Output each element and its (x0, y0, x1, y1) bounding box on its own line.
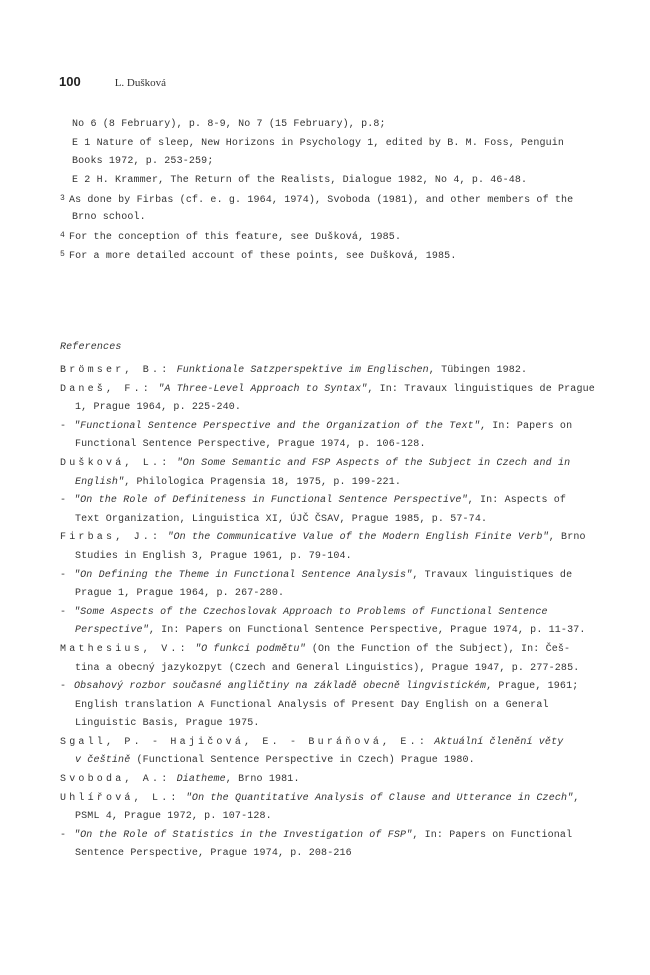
reference-details: Linguistic Basis, Prague 1975. (75, 718, 260, 730)
reference-entry (60, 418, 595, 455)
reference-details: Prague 1, Prague 1964, p. 267-280. (75, 588, 285, 600)
reference-details: Studies in English 3, Prague 1961, p. 79-104. (75, 550, 352, 562)
ditto-dash: - (60, 829, 67, 841)
reference-title: Aktuální členění věty (434, 736, 564, 748)
reference-details: , Prague, 1961; (486, 681, 579, 693)
reference-title: Perspective" (75, 625, 149, 637)
reference-entry (60, 381, 595, 418)
reference-details: Functional Sentence Perspective, Prague 1974, p. 106-128. (75, 439, 426, 451)
reference-title: "On the Role of Definiteness in Functional Sentence Perspective" (74, 495, 468, 507)
footnote-line (60, 135, 600, 154)
footnote-text: For the conception of this feature, see Dušková, 1985. (68, 232, 402, 243)
footnote-text: E 2 H. Krammer, The Return of the Realists, Dialogue 1982, No 4, p. 46-48. (72, 174, 528, 186)
footnote-marker: 3 (60, 194, 65, 203)
footnote-line (60, 227, 600, 246)
reference-author: Sgall, P. - Hajičová, E. - Buráňová, E.: (60, 736, 429, 748)
ditto-dash: - (60, 495, 67, 507)
reference-title: v češtině (75, 755, 131, 767)
reference-details: , Tübingen 1982. (428, 365, 528, 376)
reference-details: , Travaux linguistiques de (412, 569, 573, 581)
reference-title: Obsahový rozbor současné angličtiny na základě obecně lingvistickém (74, 681, 487, 693)
reference-title: "On the Role of Statistics in the Investigation of FSP" (74, 829, 413, 841)
reference-details: , In: Travaux linguistiques de Prague (367, 383, 595, 395)
references-heading: References (60, 342, 122, 353)
reference-entry (60, 567, 595, 604)
footnote-line (60, 172, 600, 191)
reference-title: Diatheme (176, 774, 226, 786)
reference-entry (60, 492, 595, 529)
reference-author: Uhlířová, L.: (60, 792, 180, 804)
reference-entry (60, 641, 595, 678)
reference-author: Daneš, F.: (60, 383, 153, 395)
footnote-line (60, 116, 600, 135)
reference-details: Sentence Perspective, Prague 1974, p. 208-216 (75, 848, 352, 859)
reference-entry (60, 771, 595, 790)
reference-title: "Some Aspects of the Czechoslovak Approach to Problems of Functional Sentence (74, 606, 548, 618)
footnote-marker: 5 (60, 249, 65, 259)
reference-author: Dušková, L.: (60, 457, 171, 469)
reference-entry (60, 455, 595, 492)
reference-details: tina a obecný jazykozpyt (Czech and General Linguistics), Prague 1947, p. 277-285. (75, 662, 580, 674)
page-header (59, 74, 166, 89)
footnote-marker: 4 (60, 231, 65, 240)
reference-details: , In: Aspects of (467, 495, 567, 507)
ditto-dash: - (60, 681, 67, 693)
footnote-text: As done by Firbas (cf. e. g. 1964, 1974), Svoboda (1981), and other members of the (68, 195, 574, 206)
ditto-dash: - (60, 569, 67, 581)
reference-title: "On Defining the Theme in Functional Sentence Analysis" (74, 569, 413, 581)
running-head: L. Dušková (114, 77, 167, 89)
references-list (60, 362, 595, 859)
reference-author: Mathesius, V.: (60, 643, 189, 655)
reference-title: "O funkci podmětu" (194, 643, 306, 655)
reference-details: 1, Prague 1964, p. 225-240. (75, 402, 242, 414)
reference-entry (60, 604, 595, 641)
reference-title: English" (75, 476, 125, 488)
reference-title: "On the Communicative Value of the Modern English Finite Verb" (167, 532, 549, 544)
footnote-text: No 6 (8 February), p. 8-9, No 7 (15 February), p.8; (72, 119, 386, 130)
reference-author: Svoboda, A.: (60, 774, 171, 786)
reference-entry (60, 362, 595, 381)
reference-entry (60, 790, 595, 827)
page-number: 100 (59, 74, 81, 89)
footnote-line (60, 209, 600, 228)
reference-title: Funktionale Satzperspektive im Englischen (176, 365, 429, 376)
reference-details: PSML 4, Prague 1972, p. 107-128. (75, 811, 272, 823)
reference-details: , Brno (548, 532, 586, 544)
reference-details: , (573, 792, 580, 804)
ditto-dash: - (60, 420, 67, 432)
reference-title: "On Some Semantic and FSP Aspects of the Subject in Czech and in (176, 457, 571, 469)
footnote-line (60, 153, 600, 172)
reference-entry (60, 827, 595, 859)
reference-author: Firbas, J.: (60, 532, 162, 544)
reference-details: English translation A Functional Analysis of Present Day English on a General (75, 699, 549, 711)
footnote-text: For a more detailed account of these points, see Dušková, 1985. (68, 250, 457, 262)
reference-details: , Brno 1981. (225, 774, 300, 786)
ditto-dash: - (60, 606, 67, 618)
reference-title: "Functional Sentence Perspective and the Organization of the Text" (74, 420, 480, 432)
reference-title: "A Three-Level Approach to Syntax" (158, 383, 368, 395)
reference-details: , In: Papers on Functional (412, 829, 573, 841)
reference-entry (60, 529, 595, 566)
reference-title: "On the Quantitative Analysis of Clause and Utterance in Czech" (185, 792, 574, 804)
reference-details: (On the Function of the Subject), In: Češ- (305, 643, 571, 655)
reference-details: Text Organization, Linguistica XI, ÚJČ ČSAV, Prague 1985, p. 57-74. (75, 513, 488, 525)
footnote-line (60, 246, 600, 265)
reference-author: Brömser, B.: (60, 365, 171, 376)
footnote-text: Brno school. (72, 211, 146, 223)
reference-details: , In: Papers on (479, 420, 573, 432)
reference-entry (60, 734, 595, 771)
reference-details: (Functional Sentence Perspective in Czech) Prague 1980. (130, 755, 475, 767)
reference-entry (60, 678, 595, 734)
reference-details: , In: Papers on Functional Sentence Perspective, Prague 1974, p. 11-37. (148, 625, 586, 637)
footnote-line (60, 190, 600, 209)
footnote-text: Books 1972, p. 253-259; (72, 156, 214, 167)
footnote-text: E 1 Nature of sleep, New Horizons in Psychology 1, edited by B. M. Foss, Penguin (72, 137, 565, 149)
reference-details: , Philologica Pragensia 18, 1975, p. 199-221. (124, 476, 402, 488)
footnotes (60, 116, 600, 264)
